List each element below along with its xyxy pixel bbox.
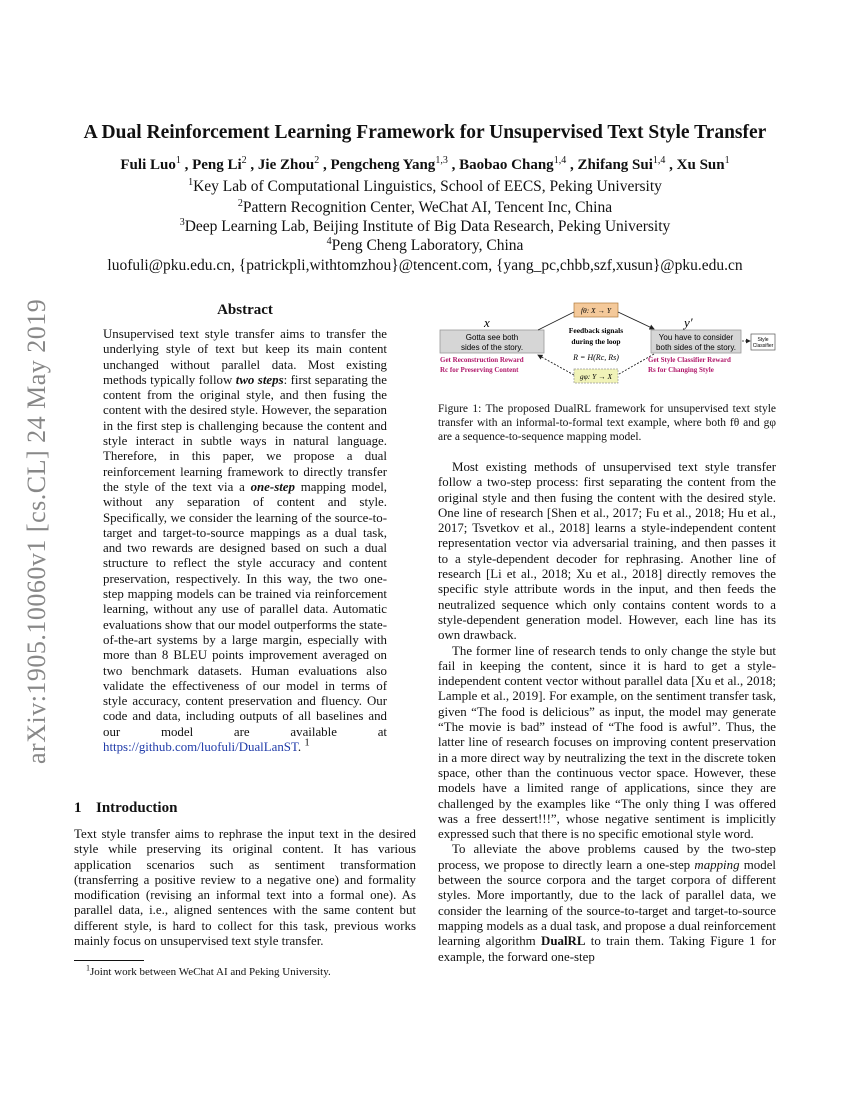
- reconstruction-reward-desc: Rc for Preserving Content: [440, 366, 519, 374]
- author: Jie Zhou$^2$: [257, 155, 320, 173]
- footnote-rule: [74, 960, 144, 961]
- reward-formula: R = H(Rc, Rs): [573, 353, 619, 362]
- section-heading-introduction: 1 Introduction: [74, 800, 178, 816]
- arxiv-stamp: arXiv:1905.10060v1 [cs.CL] 24 May 2019: [22, 298, 51, 764]
- affiliation: $^3$Deep Learning Lab, Beijing Institute of Big Data Research, Peking University: [179, 216, 671, 235]
- emphasis-one-step: one-step: [250, 479, 295, 494]
- footnote-marker: 1: [304, 736, 310, 749]
- author: Fuli Luo$^1$: [120, 155, 181, 173]
- right-column-body: [438, 460, 776, 965]
- source-text-line: Gotta see both: [465, 333, 519, 342]
- target-text-line: You have to consider: [658, 333, 734, 342]
- author: Zhifang Sui$^{1,4}$: [577, 155, 666, 173]
- target-text-line: both sides of the story.: [656, 343, 736, 352]
- github-link[interactable]: https://github.com/luofuli/DualLanST: [103, 740, 298, 755]
- style-reward-desc: Rs for Changing Style: [648, 366, 714, 374]
- affiliation: $^4$Peng Cheng Laboratory, China: [326, 235, 524, 254]
- affiliation: $^1$Key Lab of Computational Linguistics, School of EECS, Peking University: [188, 176, 662, 195]
- email-list: luofuli@pku.edu.cn, {patrickpli,withtomzhou}@tencent.com, {yang_pc,chbb,szf,xusun}@pku.edu.cn: [107, 257, 743, 274]
- figure-1-caption: Figure 1: The proposed DualRL framework for unsupervised text style transfer with an informal-to-formal text example, where both fθ and gφ are a sequence-to-sequence mapping model.: [438, 403, 776, 443]
- abstract-heading: Abstract: [217, 302, 273, 318]
- paragraph: Most existing methods of unsupervised text style transfer follow a two-step process: first separating the content from the original style and then fusing the content with the desired style. One line of research [Shen et al., 2017; Fu et al., 2018; Hu et al., 2017; Tsvetkov et al., 2018] learns a style-independent content representation vector via adversarial training, and then passes it to a style-dependent decoder for rephrasing. Another line of research [Li et al., 2018; Xu et al., 2018] directly removes the specific style attribute words in the input, and then feeds the neutralized sequence which only contains content words to a style-dependent generation model. However, each line has its own drawback.: [438, 460, 776, 643]
- author: Xu Sun$^1$: [676, 155, 730, 173]
- emphasis-two-steps: two steps: [235, 372, 284, 387]
- paper-title: A Dual Reinforcement Learning Framework for Unsupervised Text Style Transfer: [83, 122, 767, 143]
- forward-model-label: fθ: X → Y: [580, 306, 612, 315]
- footnote: $^1$Joint work between WeChat AI and Peking University.: [86, 963, 331, 978]
- x-label: x: [484, 315, 490, 330]
- author-list: Fuli Luo$^1$ , Peng Li$^2$ , Jie Zhou$^2$ , Pengcheng Yang$^{1,3}$ , Baobao Chang$^{1,4}$ , Zhifang Sui$^{1,4}$ , Xu Sun$^1$: [120, 155, 730, 173]
- figure-1-diagram: [438, 300, 776, 396]
- style-reward-title: Get Style Classifier Reward: [648, 356, 731, 364]
- figure-1-svg: [438, 300, 776, 396]
- reconstruction-reward-title: Get Reconstruction Reward: [440, 356, 524, 364]
- backward-arrow-out: [538, 355, 574, 375]
- backward-model-label: gφ: Y → X: [579, 372, 613, 381]
- author: Baobao Chang$^{1,4}$: [459, 155, 567, 173]
- author: Peng Li$^2$: [192, 155, 247, 173]
- feedback-label: Feedback signals: [568, 326, 624, 335]
- style-classifier-label: Classifier: [752, 343, 774, 349]
- abstract-body: Unsupervised text style transfer aims to transfer the underlying style of text but keep its main content unchanged without parallel data. Most existing methods typically follow two steps: first separating the content from the original style, and then fusing the content with the desired style. However, the separation in the first step is challenging because the content and style interact in subtle ways in natural language. Therefore, in this paper, we propose a dual reinforcement learning framework to directly transfer the style of the text via a one-step mapping model, without any separation of content and style. Specifically, we consider the learning of the source-to-target and target-to-source mappings as a dual task, and two rewards are designed based on such a dual structure to reflect the style accuracy and content preservation, respectively. In this way, the two one-step mapping models can be trained via reinforcement learning, without any use of parallel data. Automatic evaluations show that our model outperforms the state-of-the-art systems by a large margin, especially with more than 8 BLEU points improvement averaged on two benchmark datasets. Human evaluations also validate the effectiveness of our model in terms of style accuracy, content preservation and fluency. Our code and data, including outputs of all baselines and our model are available at https://github.com/luofuli/DualLanST. $^1$: [103, 327, 387, 755]
- feedback-label: during the loop: [571, 337, 621, 346]
- style-classifier-label: Style: [757, 337, 769, 343]
- paragraph: To alleviate the above problems caused by the two-step process, we propose to directly learn a one-step mapping model between the source corpora and the target corpora of different styles. More importantly, due to the lack of parallel data, we consider the learning of the source-to-target and target-to-source mapping models as a dual task, and propose a dual reinforcement learning algorithm DualRL to train them. Taking Figure 1 for example, the forward one-step: [438, 842, 776, 964]
- source-text-line: sides of the story.: [460, 343, 524, 352]
- y-label: y′: [684, 315, 693, 330]
- intro-paragraph: Text style transfer aims to rephrase the input text in the desired style while preserving its original content. It has various application scenarios such as sentiment transformation (transferring a positive review to a negative one) and formality modification (revising an informal text into a formal one). As parallel data, i.e., aligned sentences with the same content but different style, is hard to collect for this task, previous works mainly focus on unsupervised text style transfer.: [74, 827, 416, 949]
- author: Pengcheng Yang$^{1,3}$: [330, 155, 448, 173]
- paragraph: The former line of research tends to only change the style but fail in keeping the content, since it is hard to get a style-independent content vector without parallel data [Xu et al., 2018; Lample et al., 2019]. For example, on the sentiment transfer task, given “The food is delicious” as input, the model may generate “The movie is bad” instead of “The food is awful”. Thus, the latter line of research focuses on improving content preservation in a more direct way by neutralizing the text in the discrete token space, other than the continuous vector space. However, these models have a limited range of applications, since they are challenged by the examples like “The only thing I was offered was a free dessert!!!”, whose negative sentiment is implicitly expressed such that there is no specific emotional style word.: [438, 643, 776, 842]
- affiliation: $^2$Pattern Recognition Center, WeChat AI, Tencent Inc, China: [237, 197, 613, 216]
- forward-arrow-out: [618, 312, 654, 329]
